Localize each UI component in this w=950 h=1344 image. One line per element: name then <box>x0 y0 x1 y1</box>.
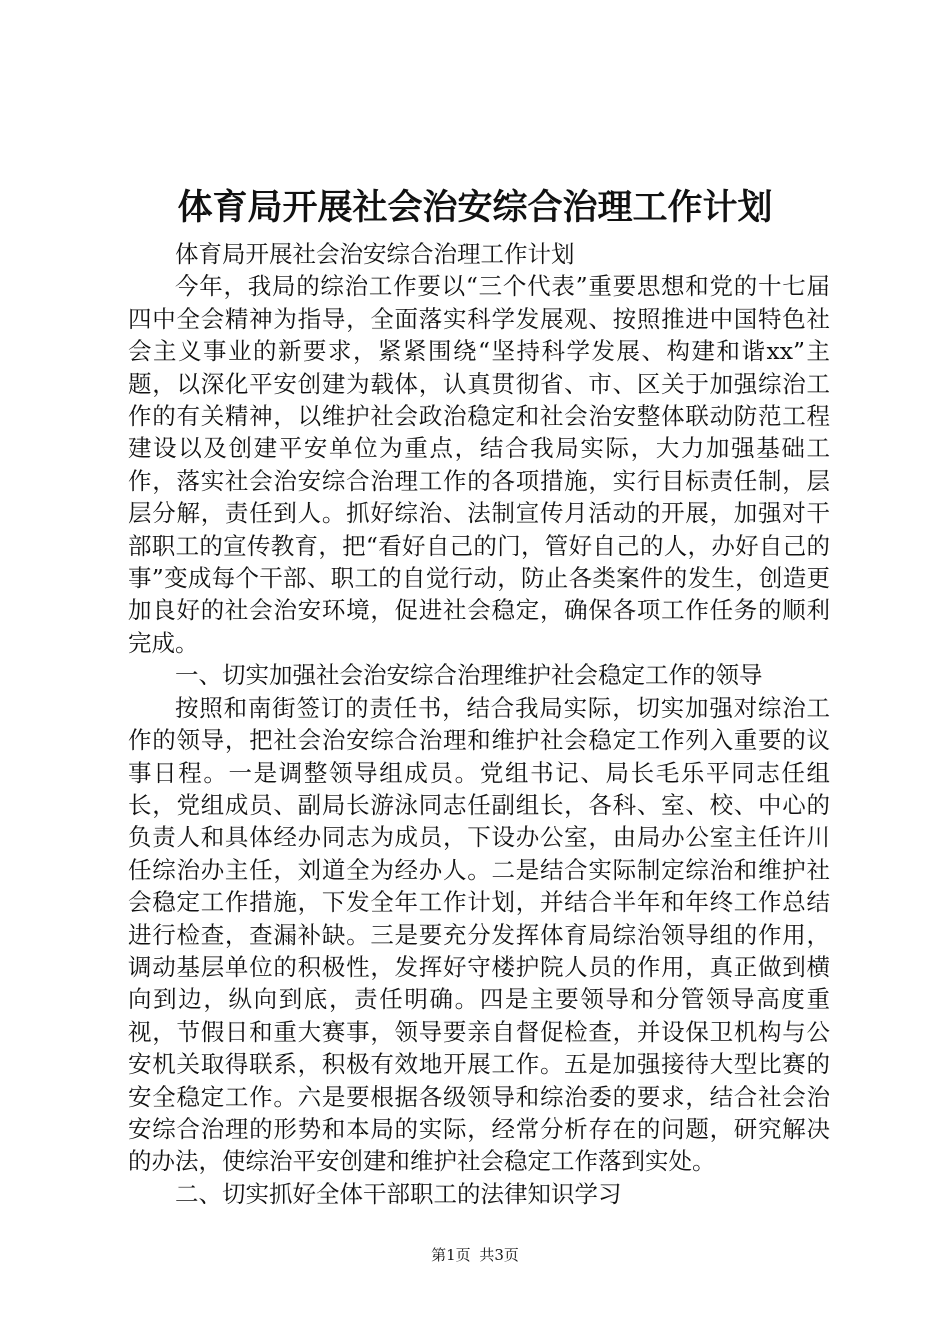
paragraph-subtitle: 体育局开展社会治安综合治理工作计划 <box>175 240 575 268</box>
document-title: 体育局开展社会治安综合治理工作计划 <box>177 187 773 228</box>
paragraph-section-1: 按照和南街签订的责任书，结合我局实际，切实加强对综治工作的领导，把社会治安综合治理和维护社会稳定工作列入重要的议事日程。一是调整领导组成员。党组书记、局长毛乐平同志任组长，党组成员、副局长游泳同志任副组长，各科、室、校、中心的负责人和具体经办同志为成员，下设办公室，由局办公室主任许川任综治办主任，刘道全为经办人。二是结合实际制定综治和维护社会稳定工作措施，下发全年工作计划，并结合半年和年终工作总结进行检查，查漏补缺。三是要充分发挥体育局综治领导组的作用，调动基层单位的积极性，发挥好守楼护院人员的作用，真正做到横向到边，纵向到底，责任明确。四是主要领导和分管领导高度重视，节假日和重大赛事，领导要亲自督促检查，并设保卫机构与公安机关取得联系，积极有效地开展工作。五是加强接待大型比赛的安全稳定工作。六是要根据各级领导和综治委的要求，结合社会治安综合治理的形势和本局的实际，经常分析存在的问题，研究解决的办法，使综治平安创建和维护社会稳定工作落到实处。 <box>128 693 830 1176</box>
document-body <box>128 238 830 1210</box>
paragraph-intro: 今年，我局的综治工作要以“三个代表”重要思想和党的十七届四中全会精神为指导，全面落实科学发展观、按照推进中国特色社会主义事业的新要求，紧紧围绕“坚持科学发展、构建和谐xx”主题，以深化平安创建为载体，认真贯彻省、市、区关于加强综治工作的有关精神，以维护社会政治稳定和社会治安整体联动防范工程建设以及创建平安单位为重点，结合我局实际，大力加强基础工作，落实社会治安综合治理工作的各项措施，实行目标责任制，层层分解，责任到人。抓好综治、法制宣传月活动的开展，加强对干部职工的宣传教育，把“看好自己的门，管好自己的人，办好自己的事”变成每个干部、职工的自觉行动，防止各类案件的发生，创造更加良好的社会治安环境，促进社会稳定，确保各项工作任务的顺利完成。 <box>128 272 830 657</box>
section-heading-1: 一、切实加强社会治安综合治理维护社会稳定工作的领导 <box>175 661 763 690</box>
page-total: 共3页 <box>479 1246 519 1264</box>
page-footer <box>0 1244 950 1266</box>
page-number: 第1页 <box>431 1246 471 1264</box>
section-heading-2: 二、切实抓好全体干部职工的法律知识学习 <box>175 1179 622 1208</box>
